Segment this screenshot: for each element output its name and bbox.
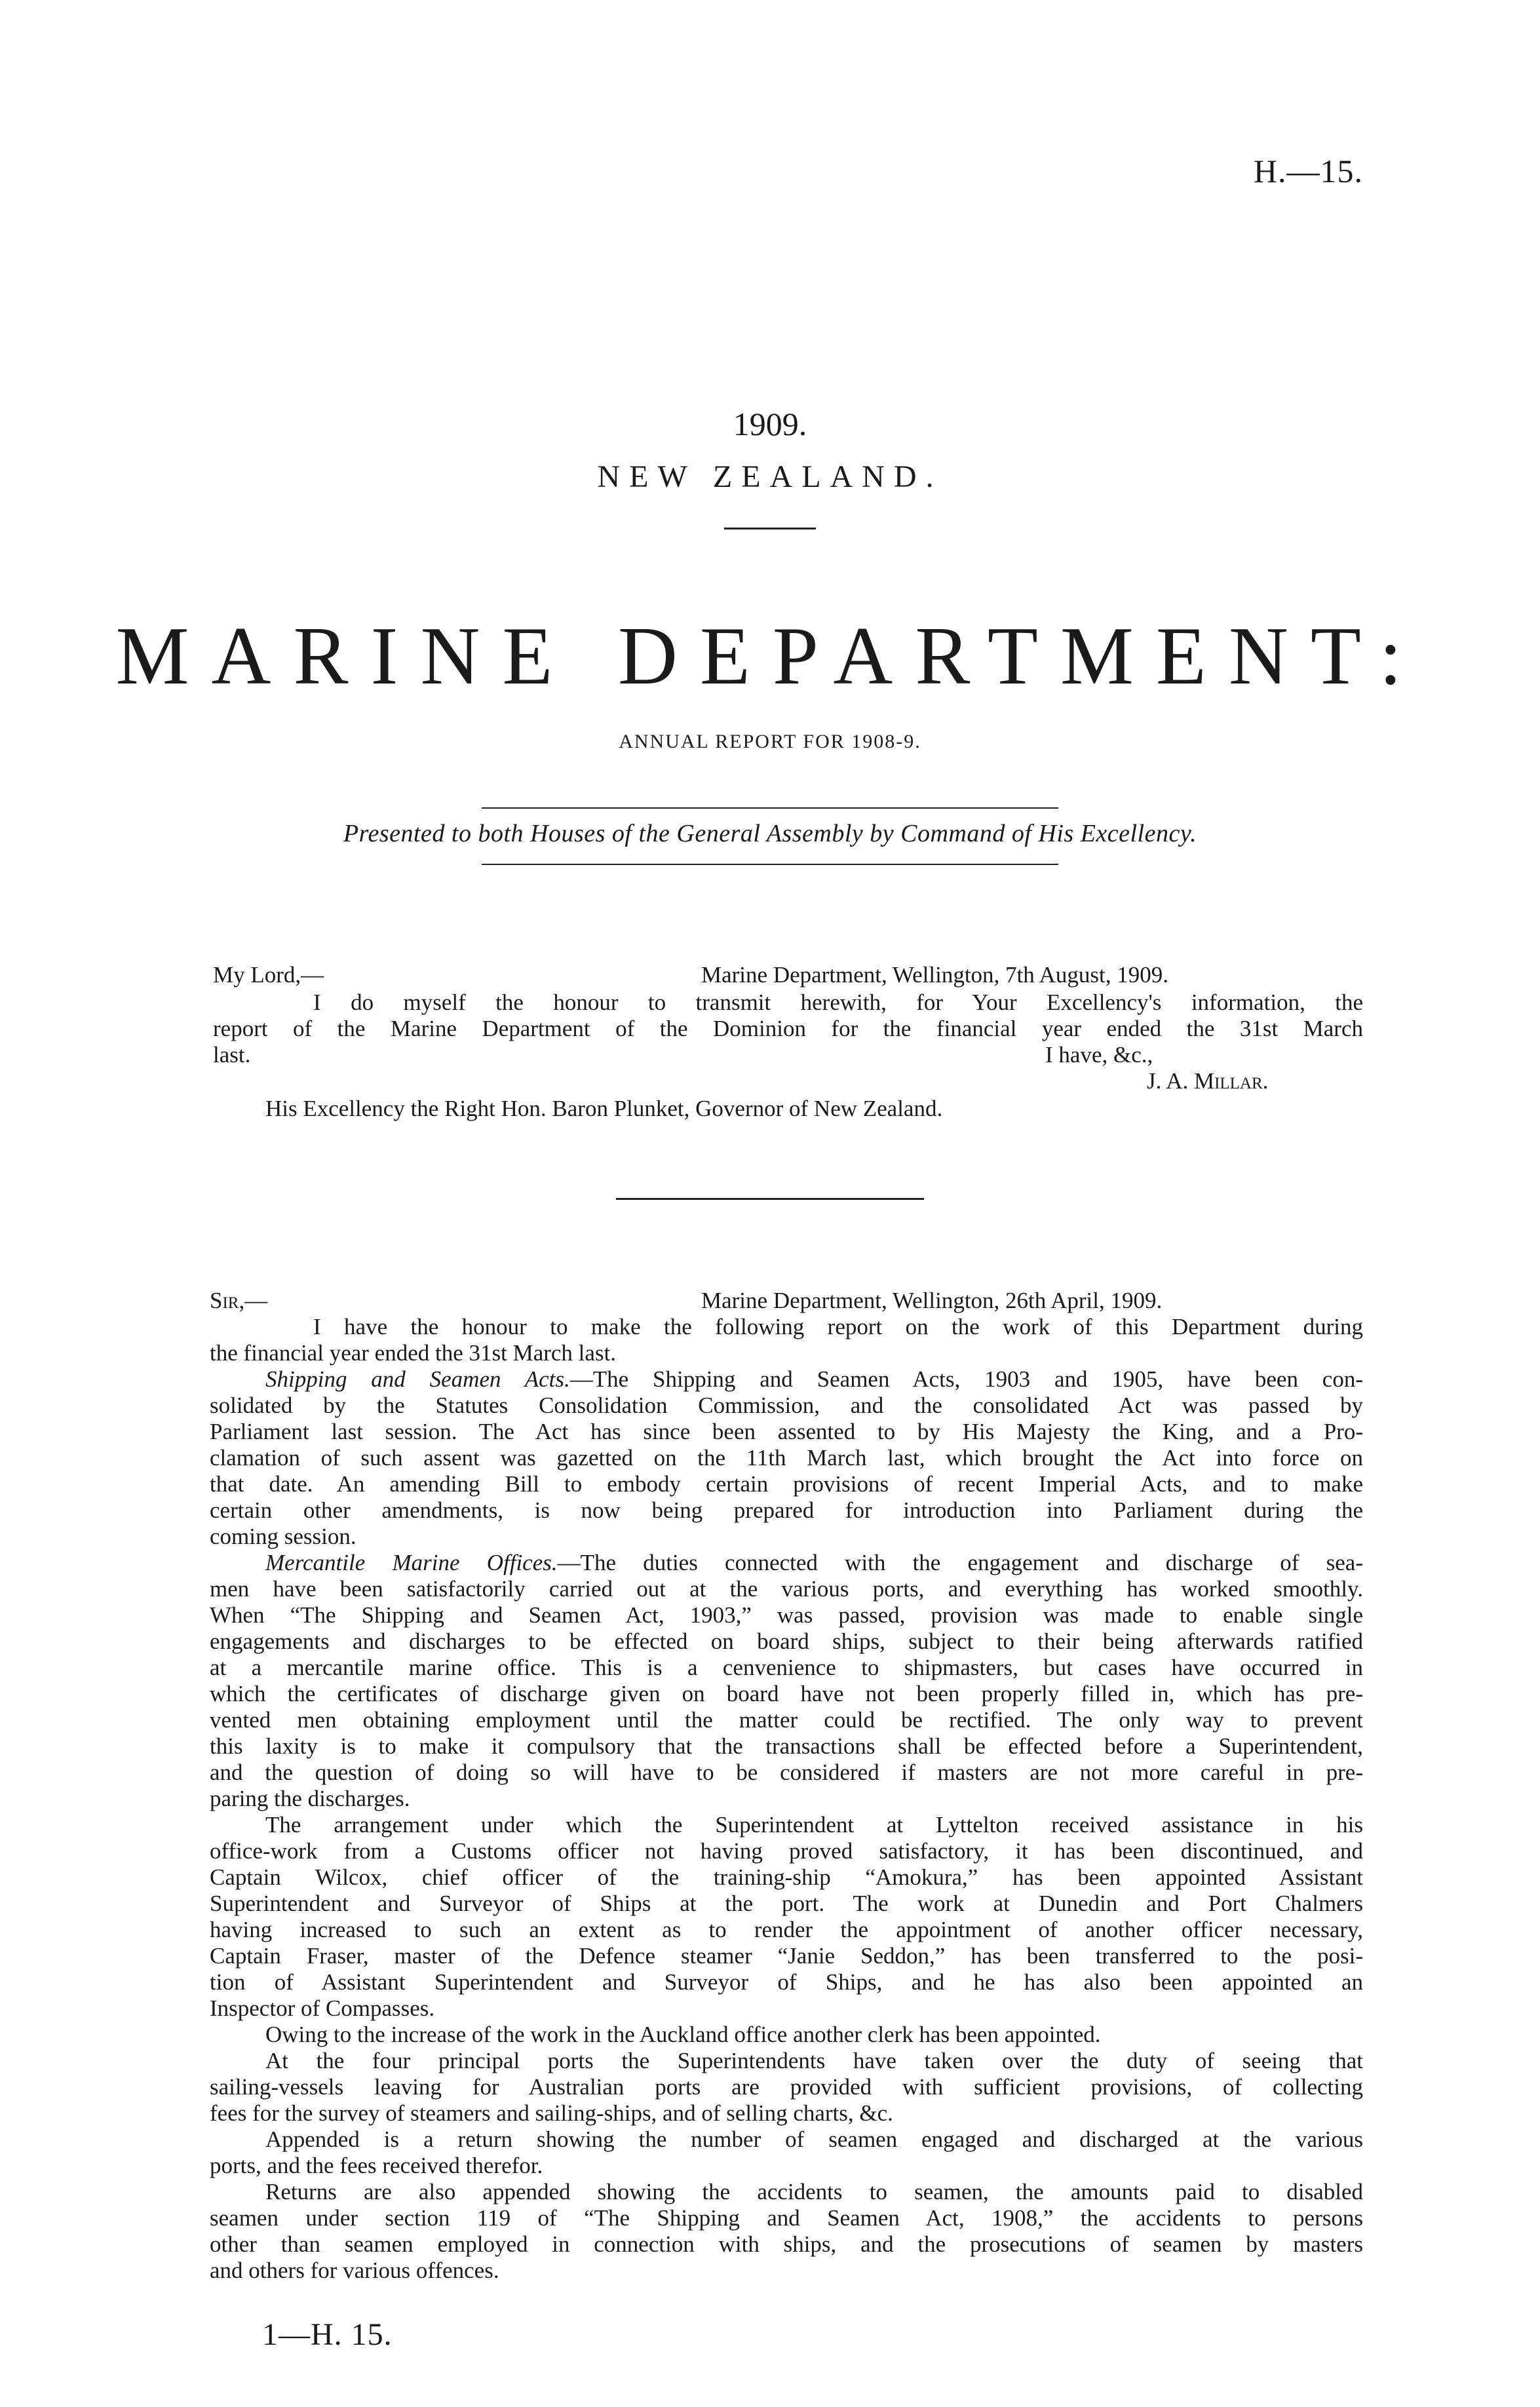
arrangement-line: tion of Assistant Superintendent and Surveyor of Ships, and he has also been appointed an: [210, 1969, 1363, 1995]
mercantile-line: men have been satisfactorily carried out at the various ports, and everything has worked smoothly.: [210, 1576, 1363, 1602]
returns-line: other than seamen employed in connection with ships, and the prosecutions of seamen by masters: [210, 2231, 1363, 2257]
returns-line: Returns are also appended showing the accidents to seamen, the amounts paid to disabled: [265, 2179, 1363, 2205]
shipping-acts-heading: Shipping and Seamen Acts.: [265, 1366, 570, 1392]
page-footer: 1—H. 15.: [262, 2317, 393, 2352]
mercantile-line-last: paring the discharges.: [210, 1786, 410, 1811]
intro-line-last: the financial year ended the 31st March last.: [210, 1340, 617, 1366]
shipping-acts-line: that date. An amending Bill to embody certain provisions of recent Imperial Acts, and to make: [210, 1471, 1363, 1497]
page-title: MARINE DEPARTMENT:: [115, 611, 1425, 702]
report-year: 1909.: [733, 406, 807, 442]
shipping-acts-first-line: [265, 1366, 1363, 1393]
arrangement-line-last: Inspector of Compasses.: [210, 1995, 435, 2021]
divider-short: [724, 528, 816, 530]
page-reference: H.—15.: [1253, 153, 1363, 189]
auckland-paragraph: Owing to the increase of the work in the Auckland office another clerk has been appointed.: [265, 2022, 1101, 2047]
letter1-line: report of the Marine Department of the Dominion for the financial year ended the 31st March: [213, 1016, 1363, 1041]
letter2-salutation: Sir,—: [210, 1288, 268, 1313]
mercantile-heading: Mercantile Marine Offices.: [265, 1550, 558, 1575]
shipping-acts-line: certain other amendments, is now being prepared for introduction into Parliament during the: [210, 1497, 1363, 1523]
letter1-addressee: His Excellency the Right Hon. Baron Plunket, Governor of New Zealand.: [265, 1096, 943, 1121]
ports-line-last: fees for the survey of steamers and sailing-ships, and of selling charts, &c.: [210, 2100, 893, 2126]
letter1-salutation: My Lord,—: [213, 962, 324, 988]
return-line: Appended is a return showing the number of seamen engaged and discharged at the various: [265, 2127, 1363, 2152]
mercantile-line: this laxity is to make it compulsory that the transactions shall be effected before a Superintendent,: [210, 1733, 1363, 1759]
arrangement-line: Captain Fraser, master of the Defence steamer “Janie Seddon,” has been transferred to the posi-: [210, 1943, 1363, 1969]
shipping-acts-line: solidated by the Statutes Consolidation Commission, and the consolidated Act was passed by: [210, 1393, 1363, 1418]
shipping-acts-line: Parliament last session. The Act has since been assented to by His Majesty the King, and a Pro-: [210, 1419, 1363, 1444]
presentation-note: Presented to both Houses of the General Assembly by Command of His Excellency.: [343, 820, 1197, 847]
shipping-acts-first-text: —The Shipping and Seamen Acts, 1903 and 1905, have been con-: [569, 1366, 1363, 1392]
arrangement-line: having increased to such an extent as to render the appointment of another officer necessary,: [210, 1917, 1363, 1942]
mercantile-first-text: —The duties connected with the engagement and discharge of sea-: [557, 1550, 1363, 1575]
report-subtitle: ANNUAL REPORT FOR 1908-9.: [619, 731, 921, 752]
mercantile-line: vented men obtaining employment until the matter could be rectified. The only way to prevent: [210, 1707, 1363, 1733]
mercantile-line: engagements and discharges to be effected on board ships, subject to their being afterwards ratified: [210, 1628, 1363, 1654]
return-line-last: ports, and the fees received therefor.: [210, 2153, 543, 2178]
divider-presented-bottom: [482, 864, 1058, 865]
mercantile-line: When “The Shipping and Seamen Act, 1903,” was passed, provision was made to enable single: [210, 1602, 1363, 1628]
letter1-dateline: Marine Department, Wellington, 7th August, 1909.: [701, 962, 1168, 988]
divider-presented-top: [482, 807, 1058, 809]
letter2-dateline: Marine Department, Wellington, 26th April, 1909.: [701, 1288, 1163, 1313]
mercantile-first-line: [265, 1550, 1363, 1576]
divider-letters: [616, 1198, 924, 1200]
ports-line: sailing-vessels leaving for Australian ports are provided with sufficient provisions, of collecting: [210, 2074, 1363, 2100]
mercantile-line: and the question of doing so will have to be considered if masters are not more careful in pre-: [210, 1760, 1363, 1785]
mercantile-line: which the certificates of discharge given on board have not been properly filled in, which has pre-: [210, 1681, 1363, 1706]
mercantile-line: at a mercantile marine office. This is a cenvenience to shipmasters, but cases have occurred in: [210, 1655, 1363, 1680]
letter1-closing: I have, &c.,: [1045, 1042, 1153, 1068]
shipping-acts-line: clamation of such assent was gazetted on the 11th March last, which brought the Act into force on: [210, 1445, 1363, 1471]
arrangement-line: Captain Wilcox, chief officer of the training-ship “Amokura,” has been appointed Assistant: [210, 1864, 1363, 1890]
country-heading: NEW ZEALAND.: [597, 459, 943, 494]
shipping-acts-line-last: coming session.: [210, 1524, 356, 1549]
arrangement-line: Superintendent and Surveyor of Ships at the port. The work at Dunedin and Port Chalmers: [210, 1891, 1363, 1916]
intro-line: I have the honour to make the following report on the work of this Department during: [313, 1314, 1363, 1339]
ports-line: At the four principal ports the Superintendents have taken over the duty of seeing that: [265, 2048, 1363, 2073]
arrangement-line: office-work from a Customs officer not having proved satisfactory, it has been discontinued, and: [210, 1838, 1363, 1864]
returns-line-last: and others for various offences.: [210, 2258, 499, 2283]
letter1-line-last: last.: [213, 1042, 251, 1068]
letter1-line: I do myself the honour to transmit herewith, for Your Excellency's information, the: [313, 990, 1363, 1015]
letter1-signature: J. A. Millar.: [1147, 1068, 1269, 1094]
returns-line: seamen under section 119 of “The Shipping and Seamen Act, 1908,” the accidents to persons: [210, 2205, 1363, 2231]
arrangement-line: The arrangement under which the Superintendent at Lyttelton received assistance in his: [265, 1812, 1363, 1838]
